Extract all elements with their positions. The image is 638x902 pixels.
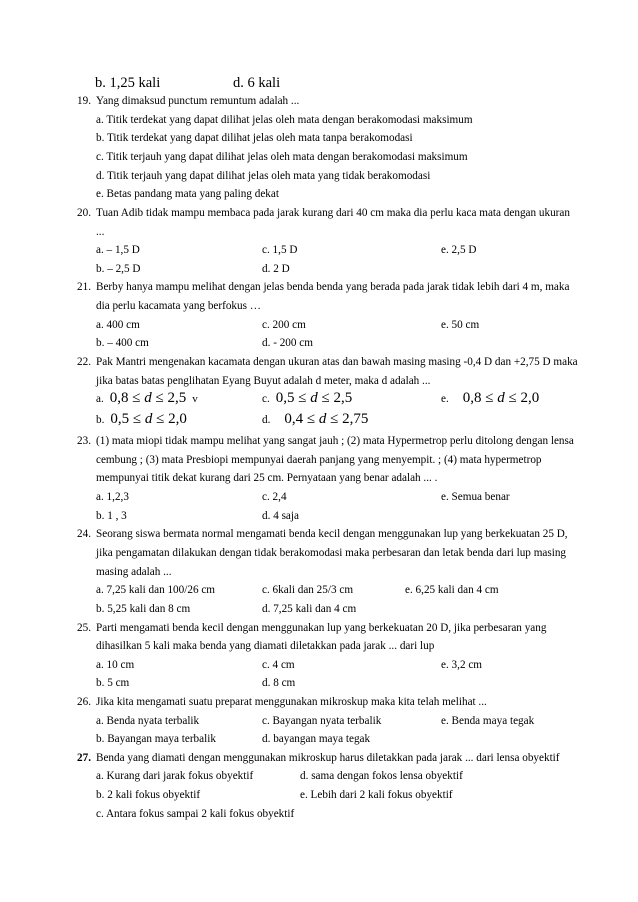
question-21-text-2: dia perlu kacamata yang berfokus …: [96, 300, 261, 312]
question-25-text-1: Parti mengamati benda kecil dengan menggunakan lup yang berkekuatan 20 D, jika perbesaran yang: [96, 622, 547, 634]
q19-option-e: e. Betas pandang mata yang paling dekat: [96, 188, 279, 200]
q23-option-c: c. 2,4: [262, 491, 287, 503]
question-26-text: Jika kita mengamati suatu preparat menggunakan mikroskup maka kita telah melihat ...: [96, 696, 487, 708]
question-number-22: 22.: [77, 356, 91, 368]
q22-option-b: b. 0,5 ≤ d ≤ 2,0: [96, 411, 187, 427]
q21-option-d: d. - 200 cm: [262, 337, 313, 349]
q26-option-e: e. Benda maya tegak: [441, 715, 535, 727]
q20-option-d: d. 2 D: [262, 263, 290, 275]
q21-option-a: a. 400 cm: [96, 319, 140, 331]
q19-option-c: c. Titik terjauh yang dapat dilihat jelas oleh mata dengan berakomodasi maksimum: [96, 151, 468, 163]
question-24-text-1: Seorang siswa bermata normal mengamati benda kecil dengan menggunakan lup yang berkekuatan 25 D,: [96, 528, 568, 540]
q20-option-c: c. 1,5 D: [262, 244, 298, 256]
question-22-text-1: Pak Mantri mengenakan kacamata dengan ukuran atas dan bawah masing masing -0,4 D dan +2,75 D maka: [96, 356, 578, 368]
question-number-20: 20.: [77, 207, 91, 219]
q19-option-a: a. Titik terdekat yang dapat dilihat jelas oleh mata dengan berakomodasi maksimum: [96, 114, 473, 126]
question-number-26: 26.: [77, 696, 91, 708]
question-22-text-2: jika batas batas penglihatan Eyang Buyut adalah d meter, maka d adalah ...: [96, 375, 431, 387]
q27-option-e: e. Lebih dari 2 kali fokus obyektif: [300, 789, 453, 801]
q25-option-b: b. 5 cm: [96, 677, 130, 689]
question-number-27: 27.: [77, 752, 91, 764]
question-number-25: 25.: [77, 622, 91, 634]
q21-option-e: e. 50 cm: [441, 319, 480, 331]
option-d-prev: d. 6 kali: [233, 75, 281, 91]
answer-check-mark: v: [192, 393, 198, 405]
q25-option-d: d. 8 cm: [262, 677, 296, 689]
q23-option-d: d. 4 saja: [262, 510, 299, 522]
q24-option-e: e. 6,25 kali dan 4 cm: [405, 584, 499, 596]
q22-option-c: c. 0,5 ≤ d ≤ 2,5: [262, 390, 353, 406]
question-number-24: 24.: [77, 528, 91, 540]
q27-option-d: d. sama dengan fokos lensa obyektif: [300, 770, 463, 782]
q26-option-a: a. Benda nyata terbalik: [96, 715, 200, 727]
question-23-text-3: mempunyai titik dekat kurang dari 25 cm. Pernyataan yang benar adalah ... .: [96, 472, 438, 484]
q20-option-b: b. – 2,5 D: [96, 263, 141, 275]
question-number-23: 23.: [77, 435, 91, 447]
q25-option-a: a. 10 cm: [96, 659, 135, 671]
question-number-19: 19.: [77, 95, 91, 107]
q20-option-e: e. 2,5 D: [441, 244, 477, 256]
q23-option-e: e. Semua benar: [441, 491, 510, 503]
question-23-text-2: cembung ; (3) mata Presbiopi mempunyai daerah panjang yang menyempit. ; (4) mata hypermetrop: [96, 454, 542, 466]
q20-option-a: a. – 1,5 D: [96, 244, 140, 256]
question-number-21: 21.: [77, 281, 91, 293]
q19-option-d: d. Titik terjauh yang dapat dilihat jelas oleh mata yang tidak berakomodasi: [96, 170, 431, 182]
question-25-text-2: dihasilkan 5 kali maka benda yang diamati diletakkan pada jarak ... dari lup: [96, 640, 435, 652]
q27-option-b: b. 2 kali fokus obyektif: [96, 789, 201, 801]
question-24-text-2: jika pengamatan dilakukan dengan tidak berakomodasi maka perbesaran dan letak benda dari lup masing: [96, 547, 567, 559]
question-20-text-1: Tuan Adib tidak mampu membaca pada jarak kurang dari 40 cm maka dia perlu kaca mata dengan ukuran: [96, 207, 570, 219]
q21-option-b: b. – 400 cm: [96, 337, 149, 349]
question-19-text: Yang dimaksud punctum remuntum adalah ...: [96, 95, 300, 107]
q27-option-c: c. Antara fokus sampai 2 kali fokus obyektif: [96, 808, 295, 820]
q26-option-c: c. Bayangan nyata terbalik: [262, 715, 382, 727]
q22-option-d: d. 0,4 ≤ d ≤ 2,75: [262, 411, 369, 427]
q23-option-b: b. 1 , 3: [96, 510, 127, 522]
q26-option-b: b. Bayangan maya terbalik: [96, 733, 216, 745]
q24-option-c: c. 6kali dan 25/3 cm: [262, 584, 354, 596]
q22-option-e: e. 0,8 ≤ d ≤ 2,0: [441, 390, 540, 406]
q25-option-e: e. 3,2 cm: [441, 659, 483, 671]
q27-option-a: a. Kurang dari jarak fokus obyektif: [96, 770, 254, 782]
q23-option-a: a. 1,2,3: [96, 491, 129, 503]
question-20-text-2: ...: [96, 226, 105, 238]
q24-option-a: a. 7,25 kali dan 100/26 cm: [96, 584, 215, 596]
q21-option-c: c. 200 cm: [262, 319, 306, 331]
question-23-text-1: (1) mata miopi tidak mampu melihat yang sangat jauh ; (2) mata Hypermetrop perlu ditolong dengan lensa: [96, 435, 574, 447]
q22-option-a: a. 0,8 ≤ d ≤ 2,5 v: [96, 390, 198, 406]
question-21-text-1: Berby hanya mampu melihat dengan jelas benda benda yang berada pada jarak tidak lebih dari 4 m, maka: [96, 281, 570, 293]
q25-option-c: c. 4 cm: [262, 659, 295, 671]
q24-option-b: b. 5,25 kali dan 8 cm: [96, 603, 191, 615]
question-27-text: Benda yang diamati dengan menggunakan mikroskup harus diletakkan pada jarak ... dari lensa obyektif: [96, 752, 560, 764]
question-24-text-3: masing adalah ...: [96, 566, 172, 578]
q24-option-d: d. 7,25 kali dan 4 cm: [262, 603, 357, 615]
option-b-prev: b. 1,25 kali: [95, 75, 161, 91]
q26-option-d: d. bayangan maya tegak: [262, 733, 371, 745]
q19-option-b: b. Titik terdekat yang dapat dilihat jelas oleh mata tanpa berakomodasi: [96, 132, 413, 144]
